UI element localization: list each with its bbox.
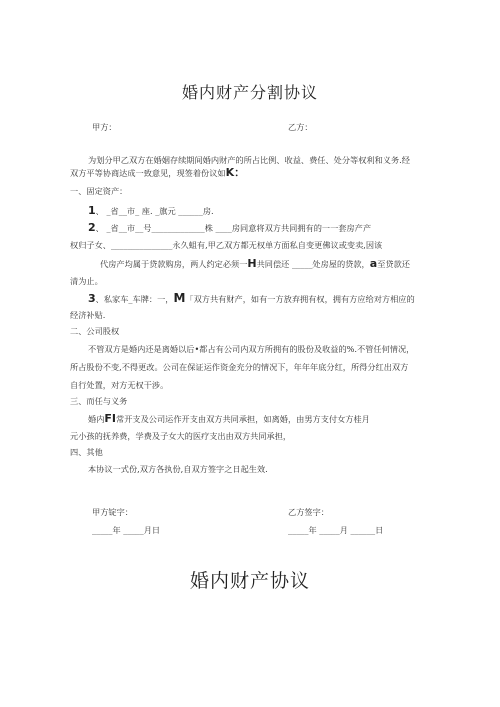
section-3-line-1: 婚内FI常开支及公司运作开支由双方共同承担，如离婚，由男方支付女方桂月 [88,413,370,425]
section-4-line-1: 本协议一式份,双方各执份,自双方签字之日起生效. [88,464,268,474]
party-b-signature-label: 乙方签字： [288,507,329,517]
party-b-label: 乙方： [288,122,313,132]
party-a-date: _____年 _____月日 [92,525,161,535]
party-a-label: 甲方： [92,122,117,132]
document-title: 婚内财产分割协议 [181,83,318,102]
section-1-item-2: 2、 _省__市__号_____________株 ____房同意将双方共同拥有的一一套房产产 [88,222,372,234]
intro-line-1: 为划分甲乙双方在婚姻存续期间婚内财产的所占比例、收益、费任、处分等权利和义务.经 [88,155,410,165]
second-document-title: 婚内财产协议 [189,570,310,592]
section-2-line-2: 所占股份不变,不得更改。公司在保证运作资金充分的情况下，年年年底分红，所得分红出双方 [70,362,409,372]
section-2-line-3: 自行处置，对方无权干涉。 [70,380,169,390]
section-1-item-2-line-2: 权归子女、_______________永久蛆有,甲乙双方都无权单方面私自变更佛议或变卖,因该 [70,240,383,250]
section-4-heading: 四、其他 [70,447,103,457]
party-a-signature-label: 甲方锭字： [92,507,133,517]
section-2-line-1: 不管双方是婚内还是离婚以后•都占有公司内双方所拥有的股份及收益的%.不管任何情况， [88,344,415,354]
section-1-item-2-line-4: 清为止。 [70,276,103,286]
section-2-heading: 二、公司股权 [70,326,120,336]
section-1-item-2-line-3: 代房产均属于贷款购房，两人约定必须一H共同偿还 _____处房屋的贷款，a至贷款还 [100,258,410,270]
party-b-date: _____年 _____月 ______日 [288,525,384,535]
section-3-line-2: 元小孩的抚养费，学费及子女大的医疗支出由双方共同承担， [70,431,292,441]
section-3-heading: 三、而任与义务 [70,396,128,406]
section-1-item-3: 3、私家车_车牌：一，M「双方共有财产，如有一方放弃拥有权，拥有方应给对方相应的 [88,293,415,305]
section-1-item-1: 1、 _省__市_ 座. _旗元 ______房. [88,205,214,217]
section-1-item-3-line-2: 经济补贴. [70,310,106,320]
section-1-heading: 一、固定资产： [70,186,128,196]
intro-line-2: 双方平等协商达成一致意见，现签着份议如K： [70,167,246,179]
